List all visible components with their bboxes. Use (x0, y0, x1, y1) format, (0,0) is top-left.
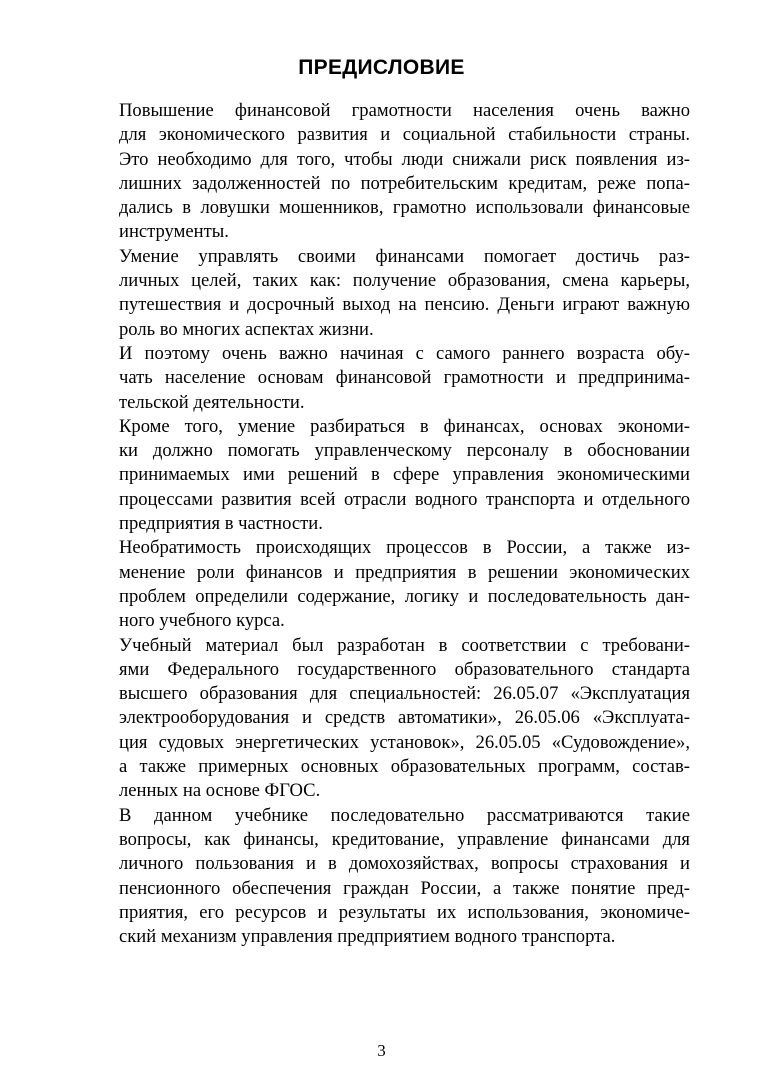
page-title: ПРЕДИСЛОВИЕ (298, 56, 465, 79)
text-line: проблем определили содержание, логику и последовательность дан- (119, 585, 690, 607)
text-line: предприятия в частности. (119, 513, 323, 535)
text-line: чать население основам финансовой грамотности и предпринима- (119, 367, 690, 389)
text-line: менение роли финансов и предприятия в решении экономических (119, 561, 690, 583)
text-line: принимаемых ими решений в сфере управления экономическими (119, 464, 690, 486)
text-line: Необратимость происходящих процессов в России, а также из- (119, 537, 690, 559)
text-line: процессами развития всей отрасли водного транспорта и отдельного (119, 488, 690, 510)
paragraph (72, 99, 690, 245)
paragraph (72, 634, 690, 804)
text-line: а также примерных основных образовательных программ, состав- (119, 756, 690, 778)
paragraph (72, 245, 690, 342)
text-line: приятия, его ресурсов и результаты их использования, экономиче- (119, 901, 690, 923)
text-line: личного пользования и в домохозяйствах, вопросы страхования и (119, 853, 690, 875)
text-line: электрооборудования и средств автоматики», 26.05.06 «Эксплуата- (119, 707, 690, 729)
text-line: Это необходимо для того, чтобы люди снижали риск появления из- (119, 148, 690, 170)
text-line: Учебный материал был разработан в соответствии с требовани- (119, 634, 690, 656)
text-line: ленных на основе ФГОС. (119, 780, 321, 802)
paragraph (72, 342, 690, 415)
text-line: тельской деятельности. (119, 391, 305, 413)
paragraph (72, 804, 690, 950)
text-line: высшего образования для специальностей: 26.05.07 «Эксплуатация (119, 683, 690, 705)
text-line: вопросы, как финансы, кредитование, управление финансами для (119, 828, 690, 850)
text-line: лишних задолженностей по потребительским кредитам, реже попа- (119, 172, 690, 194)
text-line: И поэтому очень важно начиная с самого раннего возраста обу- (119, 342, 690, 364)
text-line: пенсионного обеспечения граждан России, а также понятие пред- (119, 877, 690, 899)
body-text (72, 99, 690, 949)
text-line: личных целей, таких как: получение образования, смена карьеры, (119, 270, 690, 292)
text-line: ями Федерального государственного образовательного стандарта (119, 658, 690, 680)
paragraph (72, 536, 690, 633)
text-line: дались в ловушки мошенников, грамотно использовали финансовые (119, 197, 690, 219)
page-number: 3 (377, 1041, 386, 1060)
text-line: Кроме того, умение разбираться в финансах, основах экономи- (119, 415, 690, 437)
text-line: инструменты. (119, 221, 229, 243)
text-line: В данном учебнике последовательно рассматриваются такие (119, 804, 690, 826)
text-line: ский механизм управления предприятием водного транспорта. (119, 926, 616, 948)
text-line: путешествия и досрочный выход на пенсию. Деньги играют важную (119, 294, 690, 316)
text-line: ция судовых энергетических установок», 26.05.05 «Судовождение», (119, 731, 690, 753)
text-line: Умение управлять своими финансами помогает достичь раз- (119, 245, 690, 267)
paragraph (72, 415, 690, 536)
text-line: ного учебного курса. (119, 610, 285, 632)
text-line: роль во многих аспектах жизни. (119, 318, 374, 340)
text-line: Повышение финансовой грамотности населения очень важно (119, 100, 690, 121)
text-line: для экономического развития и социальной стабильности страны. (119, 124, 690, 146)
text-line: ки должно помогать управленческому персоналу в обосновании (119, 440, 690, 462)
